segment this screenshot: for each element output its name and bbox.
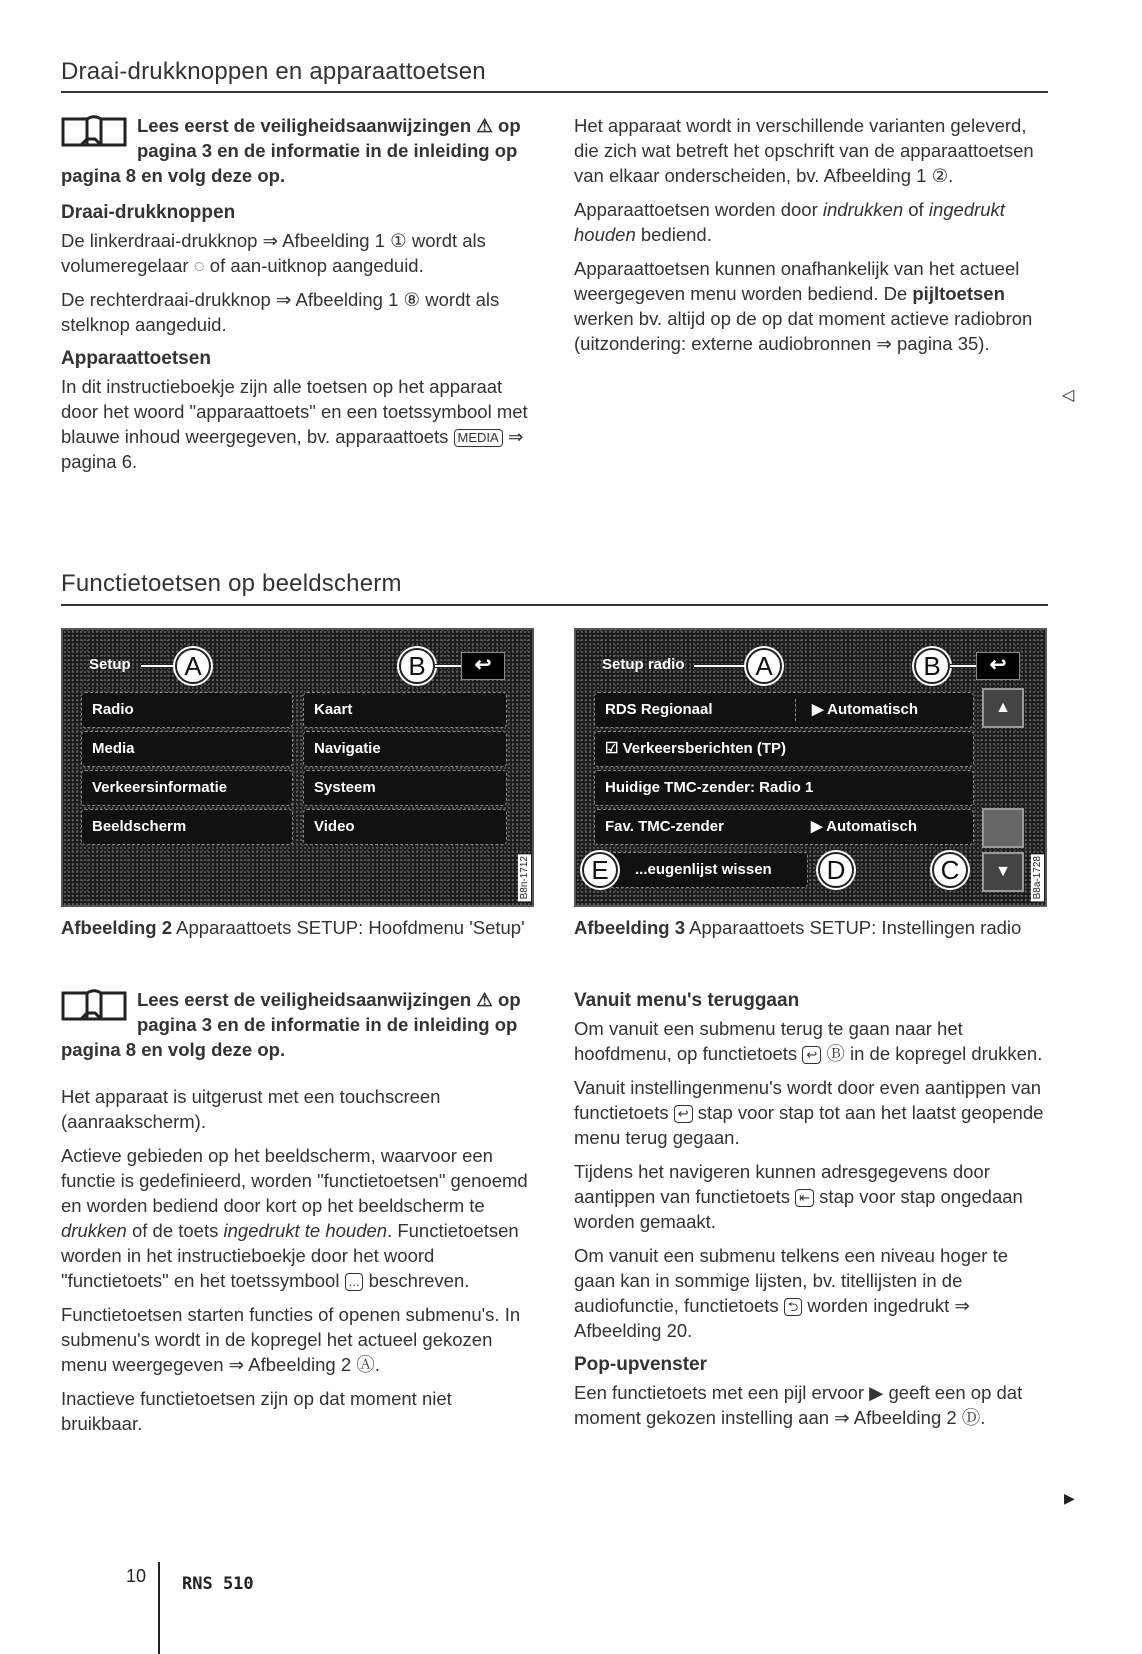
paragraph bbox=[574, 256, 1048, 356]
text-run: beschreven. bbox=[363, 1270, 470, 1291]
text-run: drukken bbox=[61, 1220, 127, 1241]
safety-note-text: Lees eerst de veiligheidsaanwijzingen ⚠ op pagina 3 en de informatie in de inleiding op pagina 8 en volg deze op. bbox=[61, 115, 521, 186]
row-value-dropdown[interactable]: ▶ Automatisch bbox=[795, 699, 918, 721]
menu-radio[interactable]: Radio bbox=[81, 692, 293, 728]
row-value-dropdown[interactable]: ▶ Automatisch bbox=[811, 818, 917, 835]
row-verkeersberichten-checkbox[interactable]: ☑ Verkeersberichten (TP) bbox=[594, 731, 974, 767]
text-run: Inactieve functietoetsen zijn op dat moment niet bruikbaar. bbox=[61, 1388, 452, 1434]
callout-c: C bbox=[932, 852, 968, 888]
figure3-setup-radio-screen bbox=[574, 628, 1047, 907]
figure-code: B8n-1712 bbox=[519, 855, 530, 899]
text-run: Om vanuit een submenu telkens een niveau hoger te gaan kan in sommige lijsten, bv. titellijsten in de audiofunctie, functietoets bbox=[574, 1245, 1009, 1316]
text-run: indrukken bbox=[822, 199, 904, 220]
scrollbar-handle[interactable] bbox=[982, 808, 1024, 848]
callout-a: A bbox=[746, 648, 782, 684]
callout-d: D bbox=[818, 852, 854, 888]
menu-navigatie[interactable]: Navigatie bbox=[303, 731, 507, 767]
menu-video[interactable]: Video bbox=[303, 809, 507, 845]
back-button[interactable]: ↩ bbox=[976, 652, 1020, 680]
paragraph bbox=[574, 113, 1048, 188]
figure3-caption bbox=[574, 915, 1048, 940]
key-symbol: ... bbox=[345, 1273, 364, 1291]
paragraph bbox=[61, 1084, 535, 1134]
back-button[interactable]: ↩ bbox=[461, 652, 505, 680]
footer-divider bbox=[158, 1562, 160, 1654]
title-rule bbox=[61, 91, 1048, 93]
section2-left-column bbox=[61, 987, 535, 1445]
text-run: of de toets bbox=[126, 1220, 224, 1241]
callout-b: B bbox=[399, 648, 435, 684]
callout-a: A bbox=[175, 648, 211, 684]
callout-b: B bbox=[914, 648, 950, 684]
text-run: stap voor stap tot aan het laatst geopende menu terug gegaan. bbox=[574, 1102, 1044, 1148]
figure-code: B8a-1728 bbox=[1032, 855, 1043, 899]
screen-title: Setup bbox=[89, 656, 131, 673]
figure2-caption bbox=[61, 915, 535, 940]
safety-note bbox=[61, 113, 535, 188]
key-symbol: ↩ bbox=[674, 1105, 693, 1123]
title-rule bbox=[61, 604, 1048, 606]
menu-media[interactable]: Media bbox=[81, 731, 293, 767]
row-zoeklijst-wissen[interactable]: ...eugenlijst wissen bbox=[594, 852, 808, 888]
menu-kaart[interactable]: Kaart bbox=[303, 692, 507, 728]
text-run: Het apparaat wordt in verschillende varianten geleverd, die zich wat betreft het opschrift van de apparaattoetsen van elkaar onderscheiden, bv. Afbeelding 1 ②. bbox=[574, 115, 1034, 186]
section1-right-body bbox=[574, 113, 1048, 356]
paragraph bbox=[61, 1386, 535, 1436]
text-run: werken bv. altijd op de op dat moment actieve radiobron (uitzondering: externe audiobronnen ⇒ pagina 35). bbox=[574, 308, 1033, 354]
key-symbol: MEDIA bbox=[454, 429, 503, 447]
callout-line bbox=[950, 664, 976, 668]
section2-left-body bbox=[61, 1084, 535, 1436]
safety-note-text: Lees eerst de veiligheidsaanwijzingen ⚠ op pagina 3 en de informatie in de inleiding op pagina 8 en volg deze op. bbox=[61, 989, 521, 1060]
book-icon bbox=[61, 115, 127, 149]
text-run: Een functietoets met een pijl ervoor ▶ geeft een op dat moment gekozen instelling aan ⇒ Afbeelding 2 Ⓓ. bbox=[574, 1382, 1023, 1428]
end-mark: ◁ bbox=[1062, 387, 1075, 404]
text-run: Het apparaat is uitgerust met een touchscreen (aanraakscherm). bbox=[61, 1086, 441, 1132]
callout-e: E bbox=[582, 852, 618, 888]
text-run: De rechterdraai-drukknop ⇒ Afbeelding 1 ⑧ wordt als stelknop aangeduid. bbox=[61, 289, 500, 335]
section2-right-column bbox=[574, 982, 1048, 1439]
section-title-draai-drukknoppen: Draai-drukknoppen en apparaattoetsen bbox=[61, 58, 486, 85]
row-huidige-tmc-zender[interactable]: Huidige TMC-zender: Radio 1 bbox=[594, 770, 974, 806]
paragraph bbox=[61, 287, 535, 337]
text-run: Functietoetsen starten functies of openen submenu's. In submenu's wordt in de kopregel het actueel gekozen menu weergegeven ⇒ Afbeelding 2 Ⓐ. bbox=[61, 1304, 521, 1375]
paragraph bbox=[574, 1159, 1048, 1234]
text-run: Apparaattoetsen worden door bbox=[574, 199, 823, 220]
text-run: Actieve gebieden op het beeldscherm, waarvoor een functie is gedefinieerd, worden "functietoetsen" genoemd en worden bediend door kort op het beeldscherm te bbox=[61, 1145, 528, 1216]
text-run: of bbox=[903, 199, 929, 220]
row-label: Fav. TMC-zender bbox=[605, 818, 724, 835]
text-run: . Functietoetsen worden in het instructieboekje door het woord "functietoets" en het toetssymbool bbox=[61, 1220, 519, 1291]
section-title-functietoetsen: Functietoetsen op beeldscherm bbox=[61, 570, 402, 597]
paragraph bbox=[574, 197, 1048, 247]
text-run: Vanuit instellingenmenu's wordt door even aantippen van functietoets bbox=[574, 1077, 1042, 1123]
subheading: Draai-drukknoppen bbox=[61, 202, 236, 223]
caption-label: Afbeelding 2 bbox=[61, 917, 173, 938]
key-symbol: ⮌ bbox=[784, 1298, 802, 1316]
paragraph bbox=[61, 1302, 535, 1377]
caption-text: Apparaattoets SETUP: Hoofdmenu 'Setup' bbox=[176, 917, 525, 938]
row-rds-regionaal[interactable] bbox=[594, 692, 974, 728]
subheading: Pop-upvenster bbox=[574, 1354, 708, 1375]
menu-systeem[interactable]: Systeem bbox=[303, 770, 507, 806]
section1-right-column bbox=[574, 113, 1048, 365]
key-symbol: ⇤ bbox=[795, 1189, 814, 1207]
menu-beeldscherm[interactable]: Beeldscherm bbox=[81, 809, 293, 845]
paragraph bbox=[61, 374, 535, 474]
text-run: ingedrukt te houden bbox=[223, 1220, 388, 1241]
section1-left-column bbox=[61, 113, 535, 483]
callout-line bbox=[435, 664, 461, 668]
scroll-down-button[interactable]: ▼ bbox=[982, 852, 1024, 892]
paragraph bbox=[574, 1016, 1048, 1066]
text-run: stap voor stap ongedaan worden gemaakt. bbox=[574, 1186, 1023, 1232]
caption-text: Apparaattoets SETUP: Instellingen radio bbox=[689, 917, 1022, 938]
text-run: In dit instructieboekje zijn alle toetsen op het apparaat door het woord "apparaattoets" en een toetssymbool met blauwe inhoud weergegeven, bv. apparaattoets bbox=[61, 376, 528, 447]
text-run: De linkerdraai-drukknop ⇒ Afbeelding 1 ① wordt als volumeregelaar ◌ of aan-uitknop aangeduid. bbox=[61, 230, 486, 276]
paragraph bbox=[574, 1243, 1048, 1343]
row-label: RDS Regionaal bbox=[605, 701, 713, 718]
text-run: Ⓑ in de kopregel drukken. bbox=[821, 1043, 1043, 1064]
paragraph bbox=[61, 228, 535, 278]
text-run: worden ingedrukt ⇒ Afbeelding 20. bbox=[574, 1295, 970, 1341]
screen-title: Setup radio bbox=[602, 656, 685, 673]
paragraph bbox=[574, 1380, 1048, 1430]
text-run: bediend. bbox=[635, 224, 712, 245]
page-number: 10 bbox=[126, 1566, 147, 1586]
text-run: Om vanuit een submenu terug te gaan naar het hoofdmenu, op functietoets bbox=[574, 1018, 963, 1064]
product-name: RNS 510 bbox=[182, 1574, 254, 1594]
figure2-setup-screen bbox=[61, 628, 534, 907]
paragraph bbox=[574, 1075, 1048, 1150]
scroll-up-button[interactable]: ▲ bbox=[982, 688, 1024, 728]
book-icon bbox=[61, 989, 127, 1023]
text-run: pijltoetsen bbox=[912, 283, 1005, 304]
callout-line bbox=[694, 664, 750, 668]
paragraph bbox=[61, 1143, 535, 1293]
text-run: ingedrukt houden bbox=[574, 199, 1005, 245]
subheading: Apparaattoetsen bbox=[61, 348, 211, 369]
row-fav-tmc-zender[interactable] bbox=[594, 809, 974, 845]
text-run: Apparaattoetsen kunnen onafhankelijk van het actueel weergegeven menu worden bediend. De bbox=[574, 258, 1020, 304]
continue-mark: ▶ bbox=[1064, 1490, 1075, 1506]
safety-note bbox=[61, 987, 535, 1062]
menu-verkeersinformatie[interactable]: Verkeersinformatie bbox=[81, 770, 293, 806]
key-symbol: ↩ bbox=[802, 1046, 821, 1064]
text-run: Tijdens het navigeren kunnen adresgegevens door aantippen van functietoets bbox=[574, 1161, 990, 1207]
subheading: Vanuit menu's teruggaan bbox=[574, 990, 800, 1011]
section1-left-body bbox=[61, 200, 535, 474]
section2-right-body bbox=[574, 988, 1048, 1430]
text-run: ⇒ pagina 6. bbox=[61, 426, 524, 472]
caption-label: Afbeelding 3 bbox=[574, 917, 686, 938]
